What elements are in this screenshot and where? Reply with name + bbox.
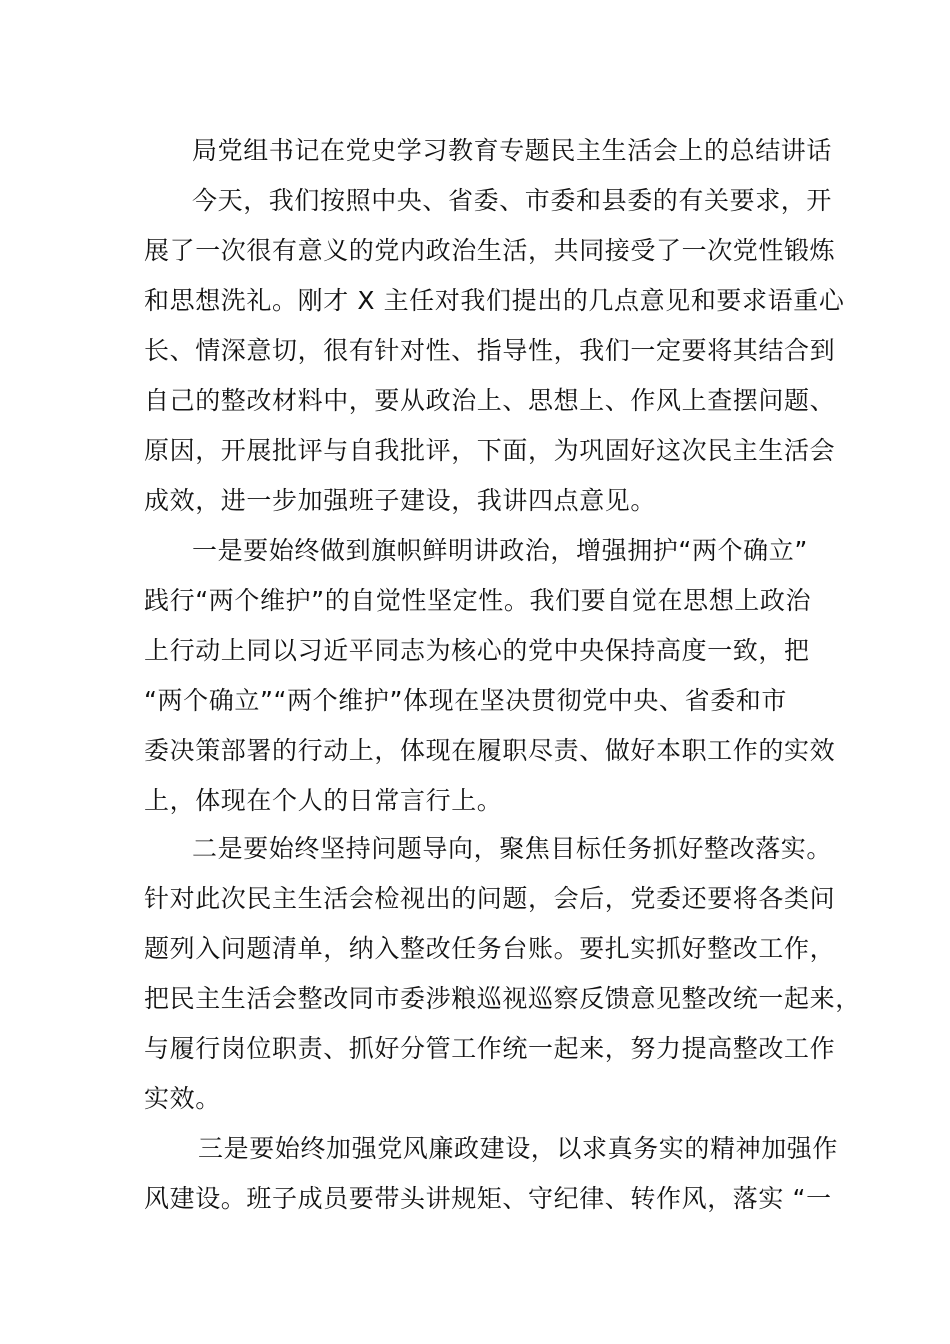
paragraph-3-line-5: 与履行岗位职责、抓好分管工作统一起来，努力提高整改工作 bbox=[144, 1034, 836, 1063]
paragraph-3-line-3: 题列入问题清单，纳入整改任务台账。要扎实抓好整改工作， bbox=[144, 934, 836, 963]
paragraph-3-line-1: 二是要始终坚持问题导向，聚焦目标任务抓好整改落实。 bbox=[192, 834, 833, 863]
paragraph-2-line-5: 委决策部署的行动上，体现在履职尽责、做好本职工作的实效 bbox=[144, 736, 836, 765]
paragraph-2-line-1: 一是要始终做到旗帜鲜明讲政治，增强拥护“两个确立” bbox=[192, 536, 808, 565]
paragraph-2-line-6: 上，体现在个人的日常言行上。 bbox=[144, 786, 503, 815]
paragraph-1-line-2: 展了一次很有意义的党内政治生活，共同接受了一次党性锻炼 bbox=[144, 236, 836, 265]
paragraph-2-line-4: “两个确立”“两个维护”体现在坚决贯彻党中央、省委和市 bbox=[144, 686, 788, 715]
paragraph-4-line-1: 三是要始终加强党风廉政建设，以求真务实的精神加强作 bbox=[198, 1134, 839, 1163]
paragraph-3-line-2: 针对此次民主生活会检视出的问题，会后，党委还要将各类问 bbox=[144, 884, 836, 913]
paragraph-2-line-2: 践行“两个维护”的自觉性坚定性。我们要自觉在思想上政治 bbox=[144, 586, 812, 615]
paragraph-3-line-6: 实效。 bbox=[144, 1084, 221, 1113]
paragraph-1-line-6: 原因，开展批评与自我批评，下面，为巩固好这次民主生活会 bbox=[144, 436, 836, 465]
paragraph-1-line-4: 长、情深意切，很有针对性、指导性，我们一定要将其结合到 bbox=[144, 336, 836, 365]
paragraph-1-line-5: 自己的整改材料中，要从政治上、思想上、作风上查摆问题、 bbox=[144, 386, 836, 415]
paragraph-3-line-4: 把民主生活会整改同市委涉粮巡视巡察反馈意见整改统一起来， bbox=[144, 984, 861, 1013]
document-title: 局党组书记在党史学习教育专题民主生活会上的总结讲话 bbox=[192, 136, 833, 165]
paragraph-4-line-2: 风建设。班子成员要带头讲规矩、守纪律、转作风，落实 “一 bbox=[144, 1184, 832, 1213]
paragraph-2-line-3: 上行动上同以习近平同志为核心的党中央保持高度一致，把 bbox=[144, 636, 810, 665]
paragraph-1-line-3: 和思想洗礼。刚才 X 主任对我们提出的几点意见和要求语重心 bbox=[144, 286, 845, 315]
paragraph-1-line-7: 成效，进一步加强班子建设，我讲四点意见。 bbox=[144, 486, 657, 515]
paragraph-1-line-1: 今天，我们按照中央、省委、市委和县委的有关要求，开 bbox=[192, 186, 833, 215]
